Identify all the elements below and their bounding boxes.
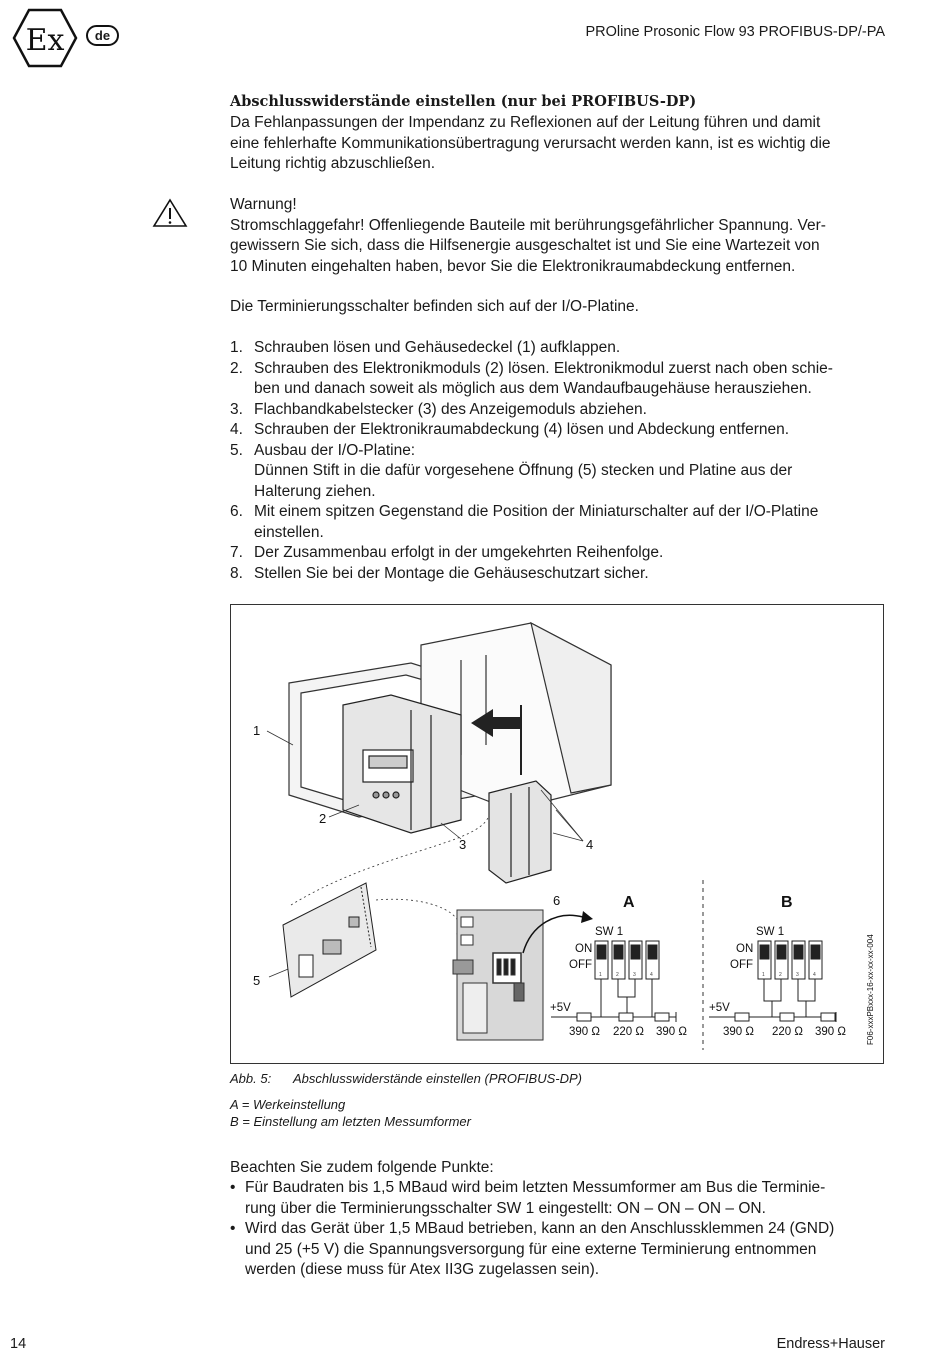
language-badge: [86, 25, 119, 46]
step-number: 7.: [230, 544, 243, 561]
notes-list: [230, 1178, 890, 1281]
sw-label-b: SW 1: [756, 926, 785, 938]
step-line: Stellen Sie bei der Montage die Gehäuseschutzart sicher.: [254, 564, 649, 582]
note-line: werden (diese muss für Atex II3G zugelassen sein).: [245, 1261, 600, 1278]
electronics-module-illustration: [343, 695, 461, 833]
on-label-a: ON: [575, 943, 593, 955]
resistor-label-a-2: 220 Ω: [613, 1026, 644, 1038]
step-line: Flachbandkabelstecker (3) des Anzeigemoduls abziehen.: [254, 400, 647, 418]
step-number: 6.: [230, 503, 243, 520]
note-line: rung über die Terminierungsschalter SW 1 eingestellt: ON – ON – ON – ON.: [245, 1199, 766, 1217]
plus5v-label-a: +5V: [550, 1002, 571, 1014]
panel-b-label: B: [781, 894, 793, 911]
warning-triangle-icon: [152, 198, 188, 228]
ex-logo: [12, 8, 78, 68]
brand-name: Endress+Hauser: [776, 1336, 885, 1352]
intro-line: eine fehlerhafte Kommunikationsübertragung verursacht werden kann, ist es wichtig die: [230, 134, 831, 152]
step-line: Mit einem spitzen Gegenstand die Position der Miniaturschalter auf der I/O-Platine: [254, 503, 819, 520]
document-title: PROline Prosonic Flow 93 PROFIBUS-DP/-PA: [585, 24, 885, 40]
resistor-label-b-1: 390 Ω: [723, 1026, 754, 1038]
callout-2: 2: [319, 811, 327, 826]
switch-number-a-2: 2: [616, 972, 619, 978]
step-line: Der Zusammenbau erfolgt in der umgekehrten Reihenfolge.: [254, 544, 664, 561]
page-number: 14: [10, 1336, 27, 1352]
callout-1: 1: [253, 723, 261, 738]
resistor-label-a-3: 390 Ω: [656, 1026, 687, 1038]
switch-number-b-3: 3: [796, 972, 799, 978]
circuit-b: [709, 979, 836, 1022]
switch-number-a-4: 4: [650, 972, 653, 978]
switch-number-a-3: 3: [633, 972, 636, 978]
step-number: 1.: [230, 339, 243, 356]
board-detail-illustration: [453, 910, 543, 1040]
note-line: und 25 (+5 V) die Spannungsversorgung für eine externe Terminierung entnommen: [245, 1240, 817, 1258]
figure-caption-label: Abb. 5:: [230, 1071, 272, 1086]
off-label-b: OFF: [730, 959, 753, 971]
step-item: [230, 359, 870, 400]
warning-block: [230, 195, 890, 277]
step-number: 4.: [230, 421, 243, 438]
step-number: 5.: [230, 441, 243, 459]
intro-line: Da Fehlanpassungen der Impendanz zu Reflexionen auf der Leitung führen und damit: [230, 114, 821, 131]
switch-number-a-1: 1: [599, 972, 602, 978]
step-number: 2.: [230, 359, 243, 377]
steps-list: [230, 338, 870, 584]
intro-line: Leitung richtig abzuschließen.: [230, 155, 436, 172]
panel-a-label: A: [623, 894, 635, 911]
warning-line: 10 Minuten eingehalten haben, bevor Sie die Elektronikraumabdeckung entfernen.: [230, 257, 796, 275]
note-item: • Für Baudraten bis 1,5 MBaud wird beim letzten Messumformer am Bus die Terminie- rung über die Terminierungsschalter SW 1 eingestellt: ON – ON – ON – ON.: [230, 1178, 890, 1219]
callout-6: 6: [553, 893, 561, 908]
step-line: Dünnen Stift in die dafür vorgesehene Öffnung (5) stecken und Platine aus der: [254, 462, 793, 479]
step-line: Ausbau der I/O-Platine:: [254, 441, 416, 459]
off-label-a: OFF: [569, 959, 592, 971]
warning-title: Warnung!: [230, 196, 297, 213]
step-line: ben und danach soweit als möglich aus dem Wandaufbaugehäuse herausziehen.: [254, 380, 812, 397]
legend-item: A = Werkeinstellung: [230, 1097, 346, 1112]
plus5v-label-b: +5V: [709, 1002, 730, 1014]
figure-code: F06-xxxPBxxx-16-xx-xx-xx-004: [866, 934, 875, 1045]
location-note: Die Terminierungsschalter befinden sich auf der I/O-Platine.: [230, 298, 639, 315]
figure-box: [230, 604, 884, 1064]
note-item: • Wird das Gerät über 1,5 MBaud betrieben, kann an den Anschlussklemmen 24 (GND) und 25 (+5 V) die Spannungsversorgung für eine externe Terminierung entnommen werden (diese muss für Atex II3G zugelassen sein).: [230, 1219, 890, 1281]
step-item: [230, 543, 870, 564]
step-line: Schrauben der Elektronikraumabdeckung (4) lösen und Abdeckung entfernen.: [254, 421, 790, 438]
notes-intro: Beachten Sie zudem folgende Punkte:: [230, 1159, 494, 1176]
on-label-b: ON: [736, 943, 754, 955]
warning-line: gewissern Sie sich, dass die Hilfsenergie ausgeschaltet ist und Sie eine Wartezeit von: [230, 237, 820, 254]
resistor-label-b-3: 390 Ω: [815, 1026, 846, 1038]
io-board-illustration: [283, 883, 376, 997]
step-item: [230, 441, 870, 503]
intro-paragraph: [230, 113, 890, 175]
section-heading: Abschlusswiderstände einstellen (nur bei PROFIBUS-DP): [230, 93, 697, 110]
callout-4: 4: [586, 837, 594, 852]
note-line: Wird das Gerät über 1,5 MBaud betrieben, kann an den Anschlussklemmen 24 (GND): [245, 1220, 835, 1237]
electronics-cover-illustration: [489, 781, 551, 883]
figure-legend: [230, 1096, 471, 1130]
step-number: 3.: [230, 400, 243, 418]
figure-caption: [230, 1071, 582, 1086]
figure-illustration: [231, 605, 883, 1063]
language-badge-label: de: [94, 28, 111, 43]
figure-caption-text: Abschlusswiderstände einstellen (PROFIBUS-DP): [293, 1071, 582, 1086]
callout-3: 3: [459, 837, 467, 852]
step-line: Halterung ziehen.: [254, 482, 376, 500]
circuit-a: [551, 979, 676, 1022]
step-line: einstellen.: [254, 523, 324, 541]
step-item: [230, 338, 870, 359]
resistor-label-b-2: 220 Ω: [772, 1026, 803, 1038]
ex-logo-text: Ex: [25, 23, 65, 58]
switch-number-b-4: 4: [813, 972, 816, 978]
callout-5: 5: [253, 973, 261, 988]
step-item: [230, 420, 870, 441]
step-number: 8.: [230, 564, 243, 582]
switch-number-b-2: 2: [779, 972, 782, 978]
warning-line: Stromschlaggefahr! Offenliegende Bauteile mit berührungsgefährlicher Spannung. Ver-: [230, 216, 826, 234]
switch-number-b-1: 1: [762, 972, 765, 978]
step-item: [230, 502, 870, 543]
step-item: [230, 400, 870, 421]
step-line: Schrauben lösen und Gehäusedeckel (1) aufklappen.: [254, 339, 621, 356]
legend-item: B = Einstellung am letzten Messumformer: [230, 1114, 471, 1129]
sw-label-a: SW 1: [595, 926, 624, 938]
step-item: [230, 564, 870, 585]
resistor-label-a-1: 390 Ω: [569, 1026, 600, 1038]
step-line: Schrauben des Elektronikmoduls (2) lösen. Elektronikmodul zuerst nach oben schie-: [254, 359, 833, 377]
note-line: Für Baudraten bis 1,5 MBaud wird beim letzten Messumformer am Bus die Terminie-: [245, 1179, 826, 1196]
